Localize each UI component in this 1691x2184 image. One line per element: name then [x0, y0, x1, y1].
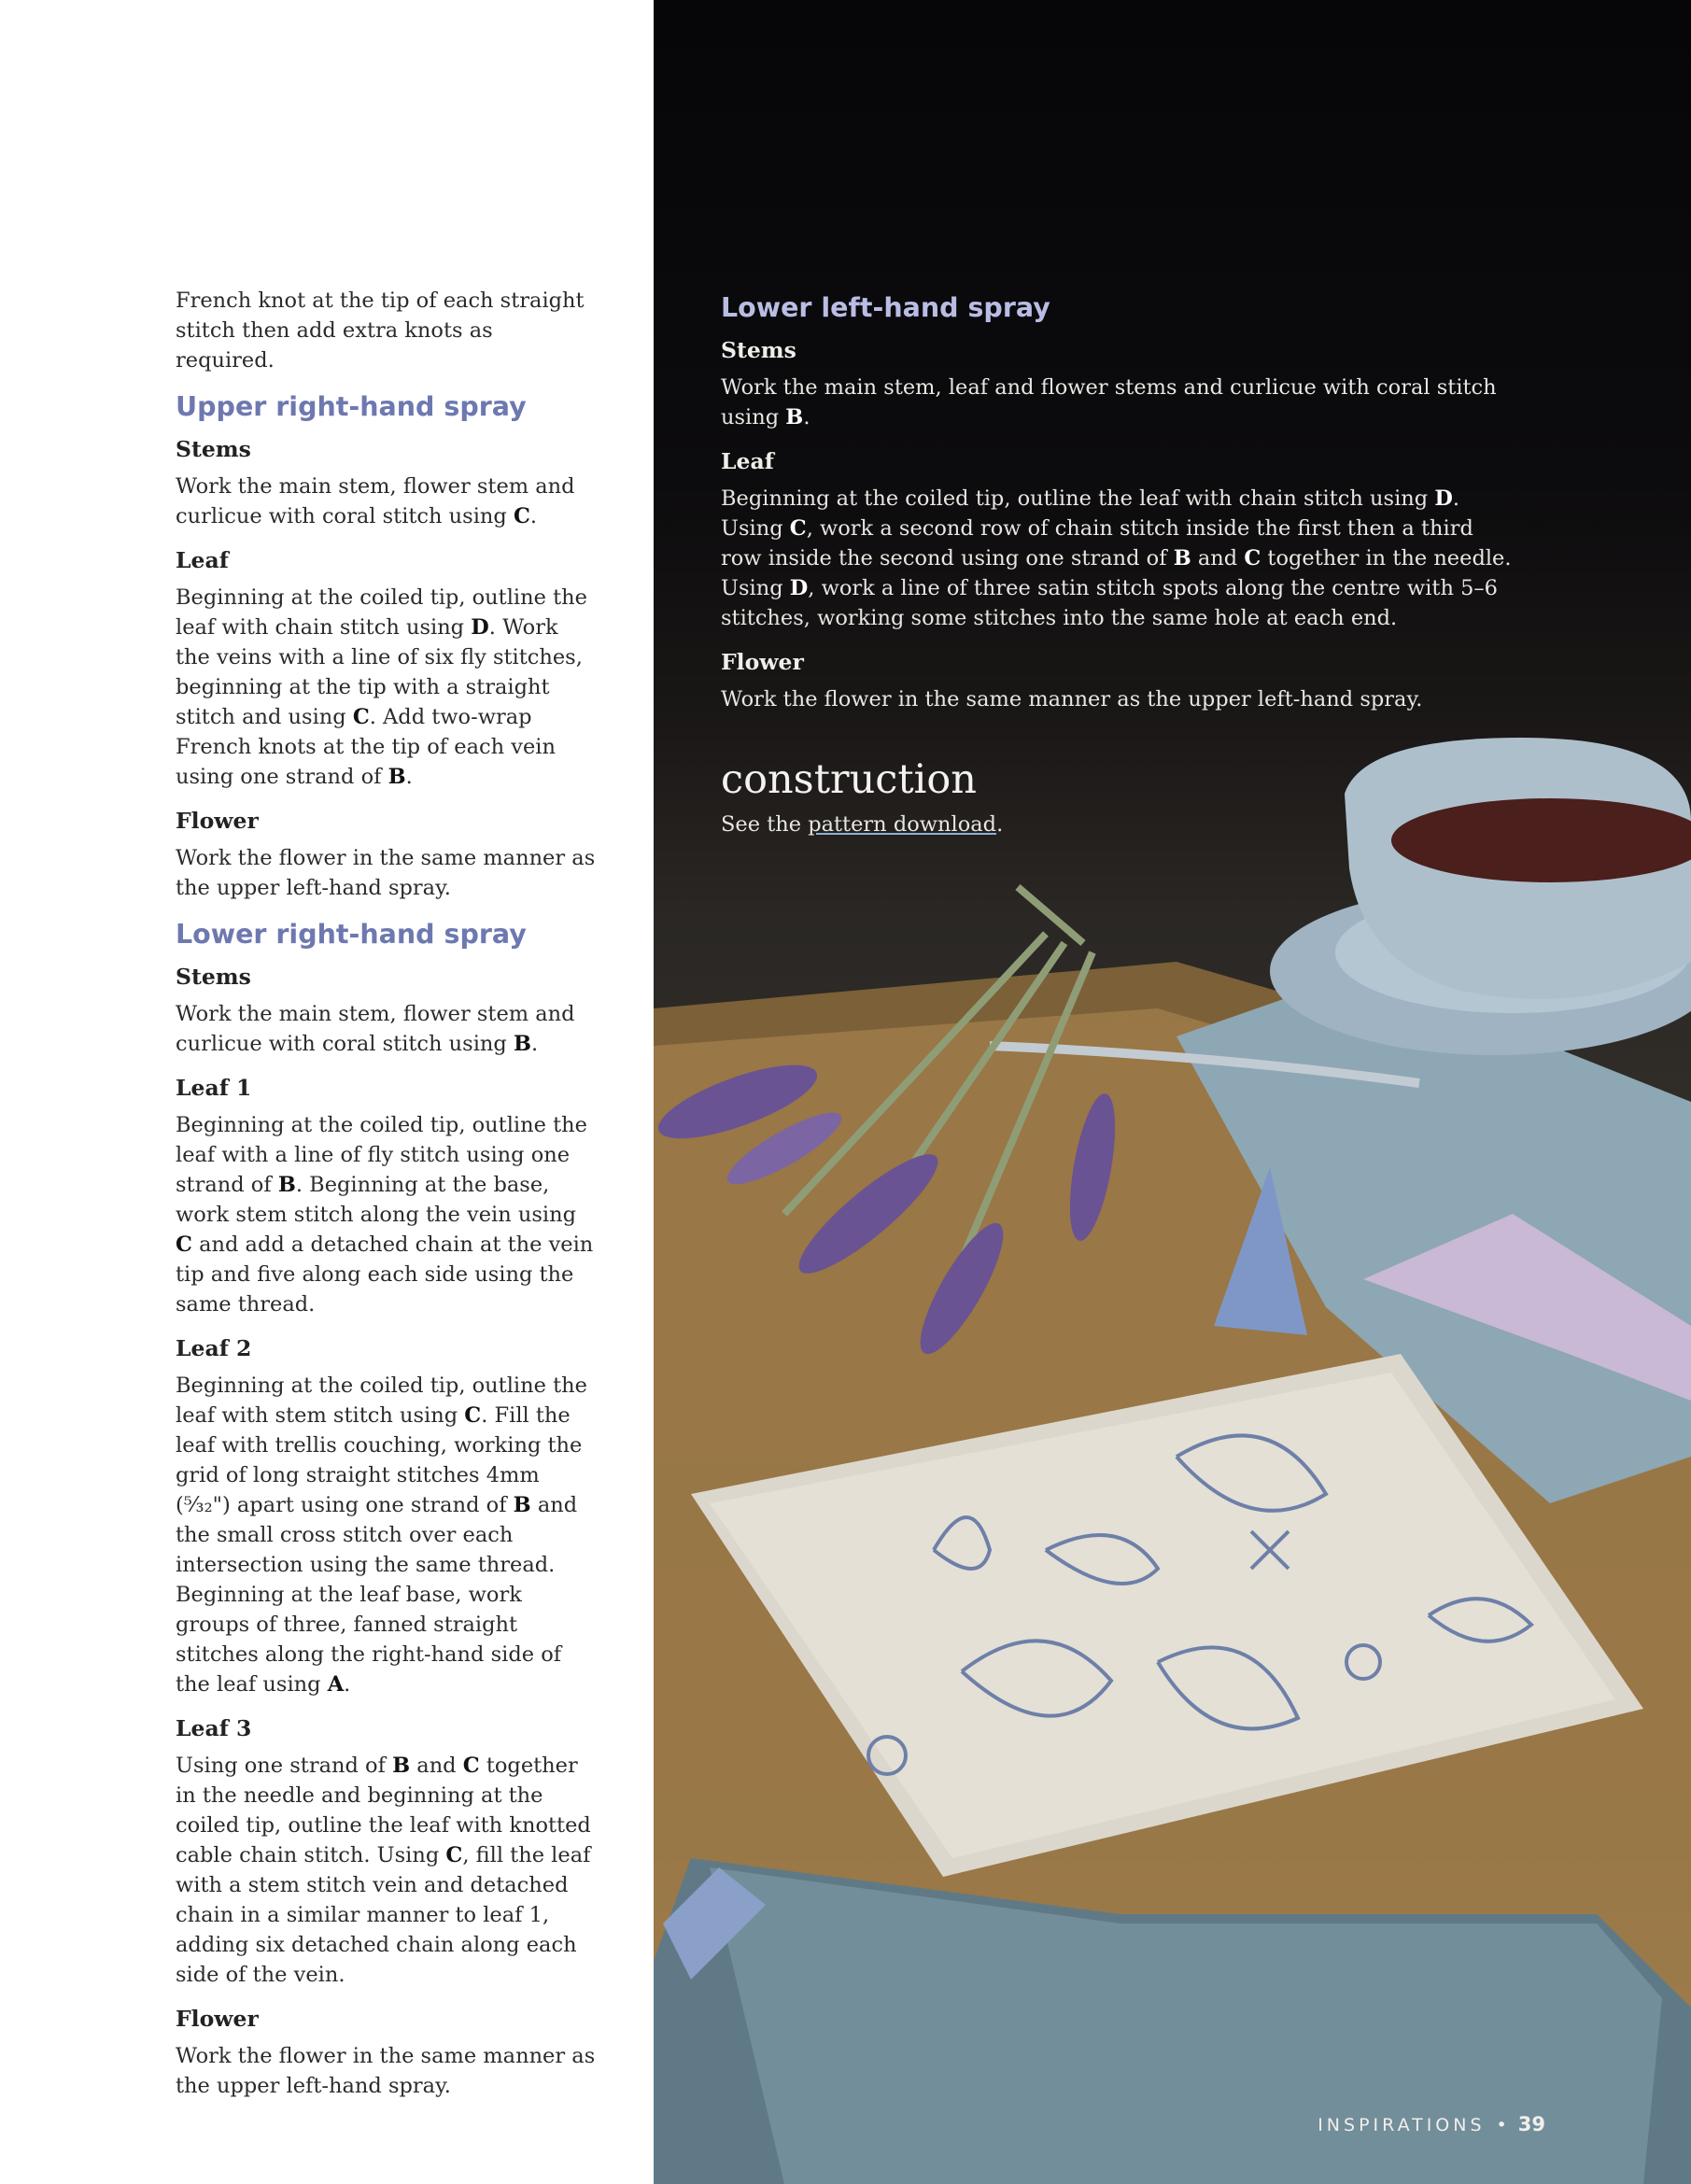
upper-right-flower-text: Work the flower in the same manner as the upper left-hand spray.	[176, 846, 596, 900]
leaf-3-heading: Leaf 3	[176, 1715, 252, 1741]
leaf-3-text: Using one strand of B and C together in the needle and beginning at the coiled tip, outline the leaf with knotted cable chain stitch. Using C, fill the leaf with a stem stitch vein and detached chain in a similar manner to leaf 1, adding six detached chain along each side of the vein.	[176, 1754, 591, 1987]
right-column	[721, 286, 1515, 852]
lower-left-stems-heading: Stems	[721, 337, 796, 363]
upper-right-flower-heading: Flower	[176, 808, 259, 834]
upper-right-spray-heading: Upper right-hand spray	[176, 391, 527, 422]
footer-section-name: INSPIRATIONS	[1318, 2115, 1486, 2135]
footer-separator: •	[1496, 2115, 1507, 2135]
leaf-1-text: Beginning at the coiled tip, outline the leaf with a line of fly stitch using one strand of B. Beginning at the base, work stem stitch along the vein using C and add a detached chain at the vein tip and five along each side using the same thread.	[176, 1113, 594, 1317]
construction-heading: construction	[721, 756, 977, 803]
lower-right-stems-heading: Stems	[176, 964, 251, 990]
page-number: 39	[1517, 2113, 1545, 2135]
lower-left-flower-text: Work the flower in the same manner as the upper left-hand spray.	[721, 687, 1423, 712]
lower-left-stems-text: Work the main stem, leaf and flower stems and curlicue with coral stitch using B.	[721, 375, 1497, 430]
intro-paragraph: French knot at the tip of each straight stitch then add extra knots as required.	[176, 289, 585, 373]
leaf-2-text: Beginning at the coiled tip, outline the leaf with stem stitch using C. Fill the leaf with trellis couching, working the grid of long straight stitches 4mm (⁵⁄₃₂") apart using one strand of B and the small cross stitch over each intersection using the same thread. Beginning at the leaf base, work groups of three, fanned straight stitches along the right-hand side of the leaf using A.	[176, 1374, 587, 1697]
lower-left-leaf-heading: Leaf	[721, 448, 774, 474]
leaf-1-heading: Leaf 1	[176, 1075, 252, 1101]
lower-right-spray-heading: Lower right-hand spray	[176, 919, 527, 950]
lower-right-stems-text: Work the main stem, flower stem and curlicue with coral stitch using B.	[176, 1002, 575, 1056]
lower-left-spray-heading: Lower left-hand spray	[721, 292, 1050, 323]
upper-right-leaf-text: Beginning at the coiled tip, outline the leaf with chain stitch using D. Work the veins with a line of six fly stitches, beginning at the tip with a straight stitch and using C. Add two-wrap French knots at the tip of each vein using one strand of B.	[176, 585, 587, 789]
page-footer	[1318, 2113, 1545, 2135]
pattern-download-link[interactable]: pattern download	[808, 812, 997, 837]
lower-left-flower-heading: Flower	[721, 649, 804, 675]
construction-text: See the pattern download.	[721, 812, 1004, 837]
upper-right-stems-text: Work the main stem, flower stem and curlicue with coral stitch using C.	[176, 474, 575, 528]
upper-right-stems-heading: Stems	[176, 436, 251, 462]
lower-right-flower-text: Work the flower in the same manner as the upper left-hand spray.	[176, 2044, 596, 2098]
upper-right-leaf-heading: Leaf	[176, 547, 229, 573]
lower-left-leaf-text: Beginning at the coiled tip, outline the leaf with chain stitch using D. Using C, work a second row of chain stitch inside the first then a third row inside the second using one strand of B and C together in the needle. Using D, work a line of three satin stitch spots along the centre with 5–6 stitches, working some stitches into the same hole at each end.	[721, 486, 1512, 630]
lower-right-flower-heading: Flower	[176, 2006, 259, 2032]
leaf-2-heading: Leaf 2	[176, 1335, 252, 1361]
left-column	[176, 286, 596, 2114]
